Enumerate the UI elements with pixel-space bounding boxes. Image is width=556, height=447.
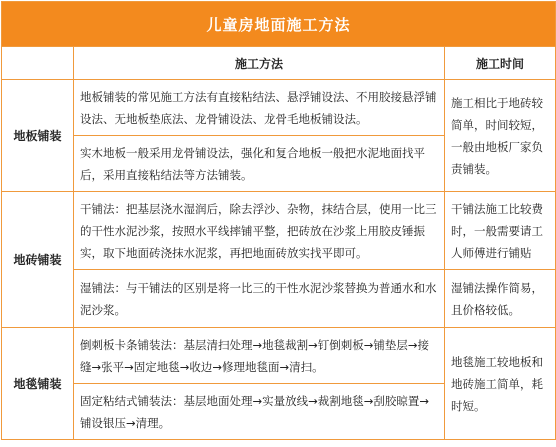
time-floorboard: 施工相比于地砖较简单，时间较短，一般由地板厂家负责铺装。 (445, 80, 556, 192)
construction-methods-table-container (1, 1, 555, 446)
table-title: 儿童房地面施工方法 (2, 2, 556, 47)
time-tile-dry: 干铺法施工比较费时，一般需要请工人师傅进行铺贴 (445, 192, 556, 270)
category-floorboard: 地板铺装 (2, 80, 74, 192)
construction-methods-table (1, 1, 556, 440)
header-category (2, 47, 74, 80)
method-tile-dry: 干铺法：把基层浇水湿润后，除去浮沙、杂物，抹结合层，使用一比三的干性水泥沙浆，按照水平线摔铺平整，把砖放在沙浆上用胶皮锤振实，取下地面砖浇抹水泥浆，再把地面砖放实找平即可。 (74, 192, 445, 270)
method-floorboard-1: 地板铺装的常见施工方法有直接粘结法、悬浮铺设法、不用胶接悬浮铺设法、无地板垫底法、龙骨铺设法、龙骨毛地板铺设法。 (74, 80, 445, 136)
category-carpet: 地毯铺装 (2, 328, 74, 440)
time-carpet: 地毯施工较地板和地砖施工简单，耗时短。 (445, 328, 556, 440)
header-time: 施工时间 (445, 47, 556, 80)
time-tile-wet: 湿铺法操作简易，且价格较低。 (445, 270, 556, 328)
method-floorboard-2: 实木地板一般采用龙骨铺设法，强化和复合地板一般把水泥地面找平后，采用直接粘结法等方法铺装。 (74, 136, 445, 192)
method-tile-wet: 湿铺法：与干铺法的区别是将一比三的干性水泥沙浆替换为普通水和水泥沙浆。 (74, 270, 445, 328)
method-carpet-1: 倒刺板卡条铺装法：基层清扫处理→地毯裁割→钉倒刺板→铺垫层→接缝→张平→固定地毯→收边→修理地毯面→清扫。 (74, 328, 445, 384)
category-tile: 地砖铺装 (2, 192, 74, 328)
header-method: 施工方法 (74, 47, 445, 80)
method-carpet-2: 固定粘结式铺装法：基层地面处理→实量放线→裁割地毯→刮胶晾置→铺设银压→清理。 (74, 384, 445, 440)
